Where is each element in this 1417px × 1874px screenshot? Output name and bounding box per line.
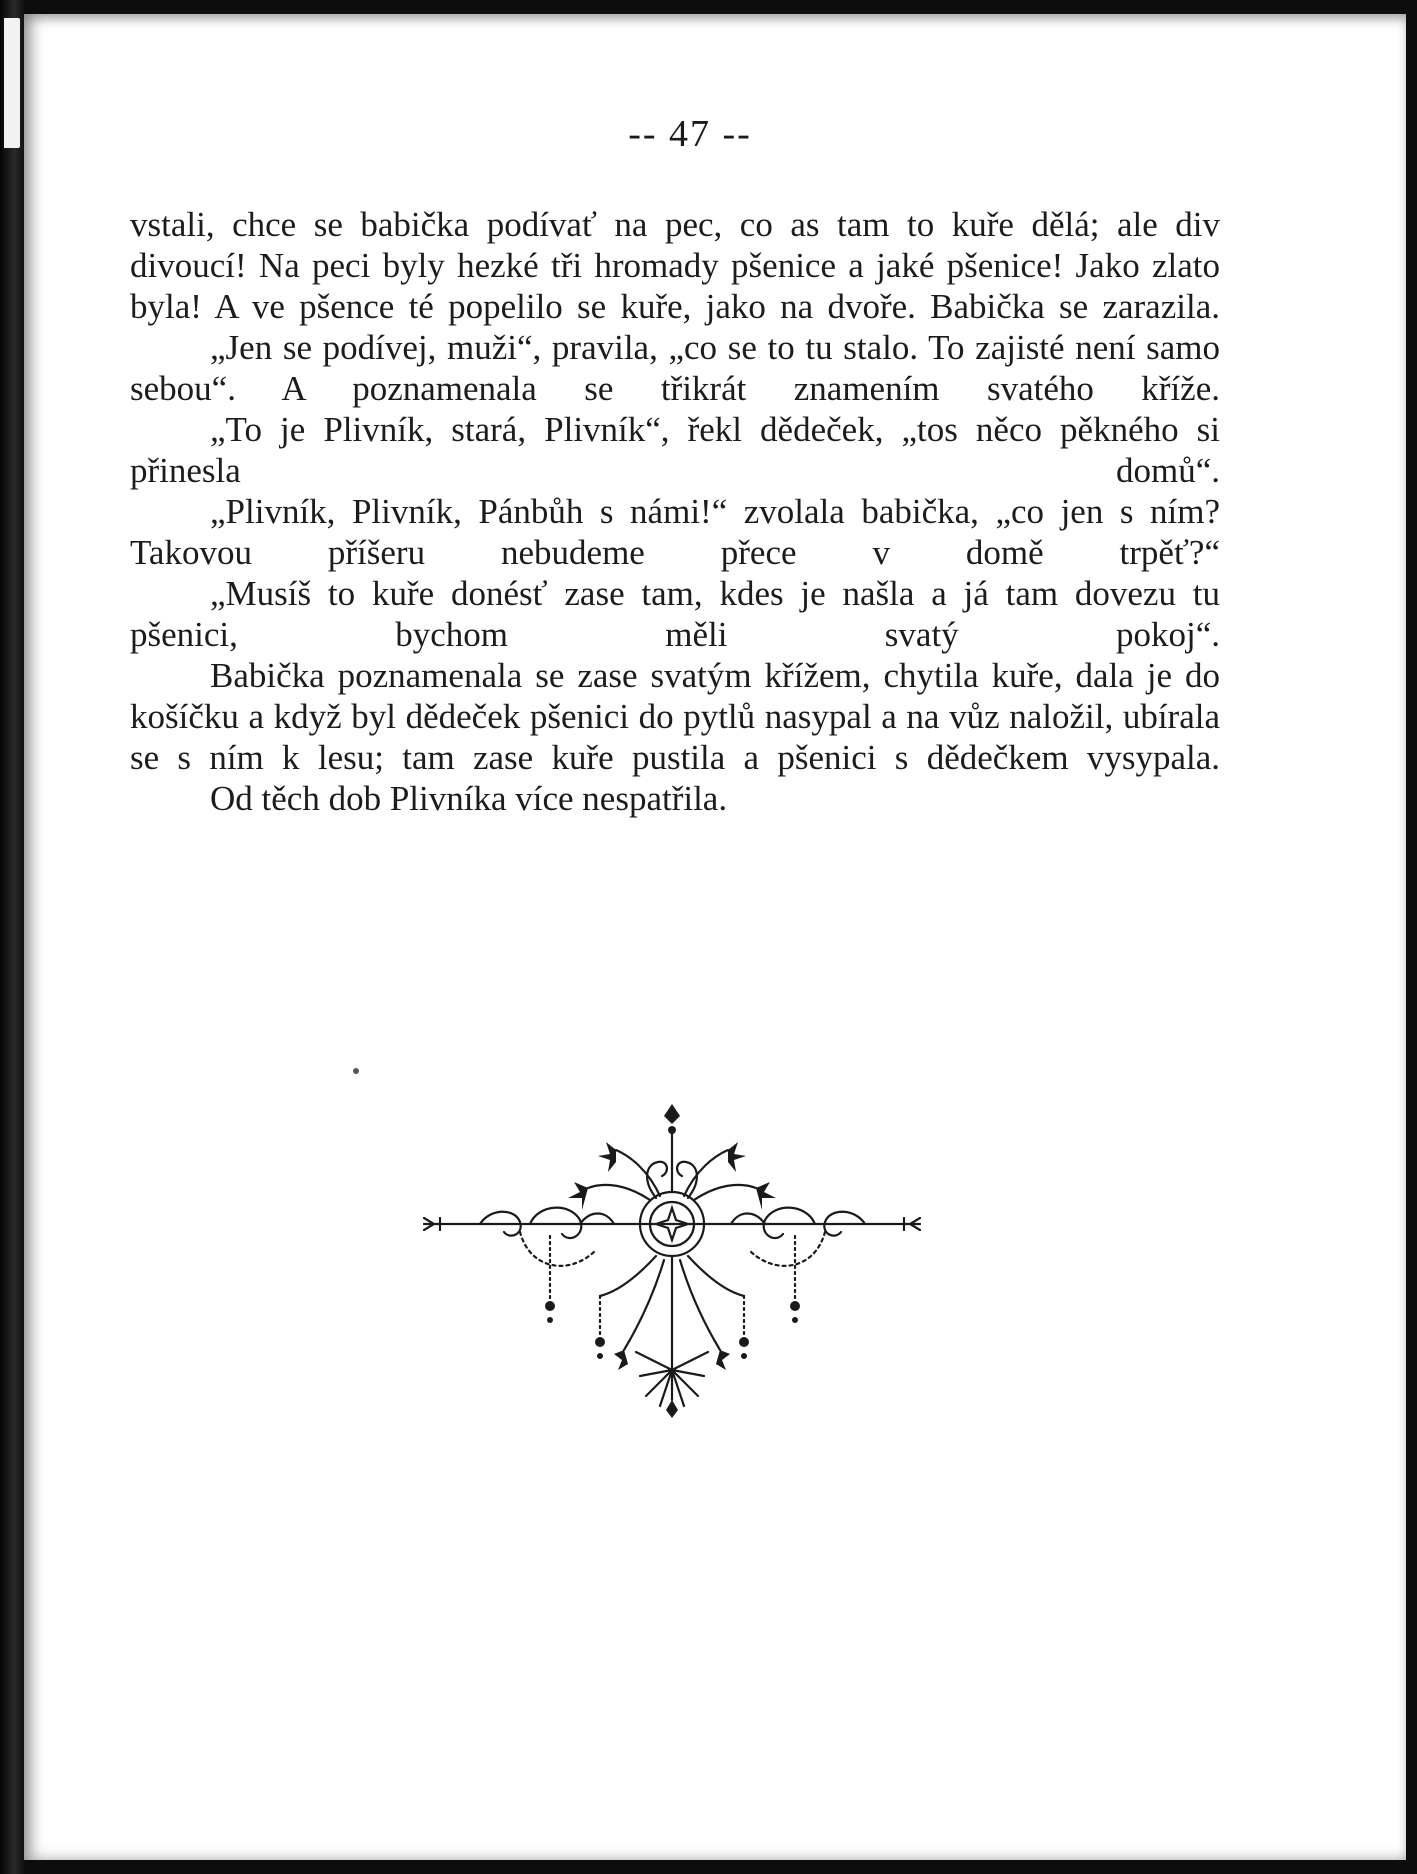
- paragraph-4: „Plivník, Plivník, Pánbůh s námi!“ zvolala babička, „co jen s ním? Takovou příšeru nebudeme přece v domě trpěť?“: [130, 492, 1220, 572]
- floral-tailpiece-ornament-icon: [420, 1100, 925, 1420]
- ink-speck: [353, 1068, 359, 1074]
- paragraph-1: vstali, chce se babička podívať na pec, co as tam to kuře dělá; ale div divoucí! Na peci byly hezké tři hromady pšenice a jaké pšenice! Jako zlato byla! A ve pšence té popelilo se kuře, jako na dvoře. Babička se zarazila.: [130, 205, 1220, 326]
- book-spine-edge: [0, 0, 24, 1874]
- paragraph-5: „Musíš to kuře donésť zase tam, kdes je našla a já tam dovezu tu pšenici, bychom měli svatý pokoj“.: [130, 574, 1220, 654]
- spine-paper-edge: [4, 18, 20, 148]
- paragraph-3: „To je Plivník, stará, Plivník“, řekl dědeček, „tos něco pěkného si přinesla domů“.: [130, 410, 1220, 490]
- paragraph-6: Babička poznamenala se zase svatým křížem, chytila kuře, dala je do košíčku a když byl dědeček pšenici do pytlů nasypal a na vůz naložil, ubírala se s ním k lesu; tam zase kuře pustila a pšenici s dědečkem vysypala.: [130, 656, 1220, 777]
- paragraph-7: Od těch dob Plivníka více nespatřila.: [210, 779, 728, 818]
- body-text: [130, 204, 1220, 819]
- page-number: -- 47 --: [628, 113, 752, 155]
- paragraph-2: „Jen se podívej, muži“, pravila, „co se to tu stalo. To zajisté není samo sebou“. A poznamenala se třikrát znamením svatého kříže.: [130, 328, 1220, 408]
